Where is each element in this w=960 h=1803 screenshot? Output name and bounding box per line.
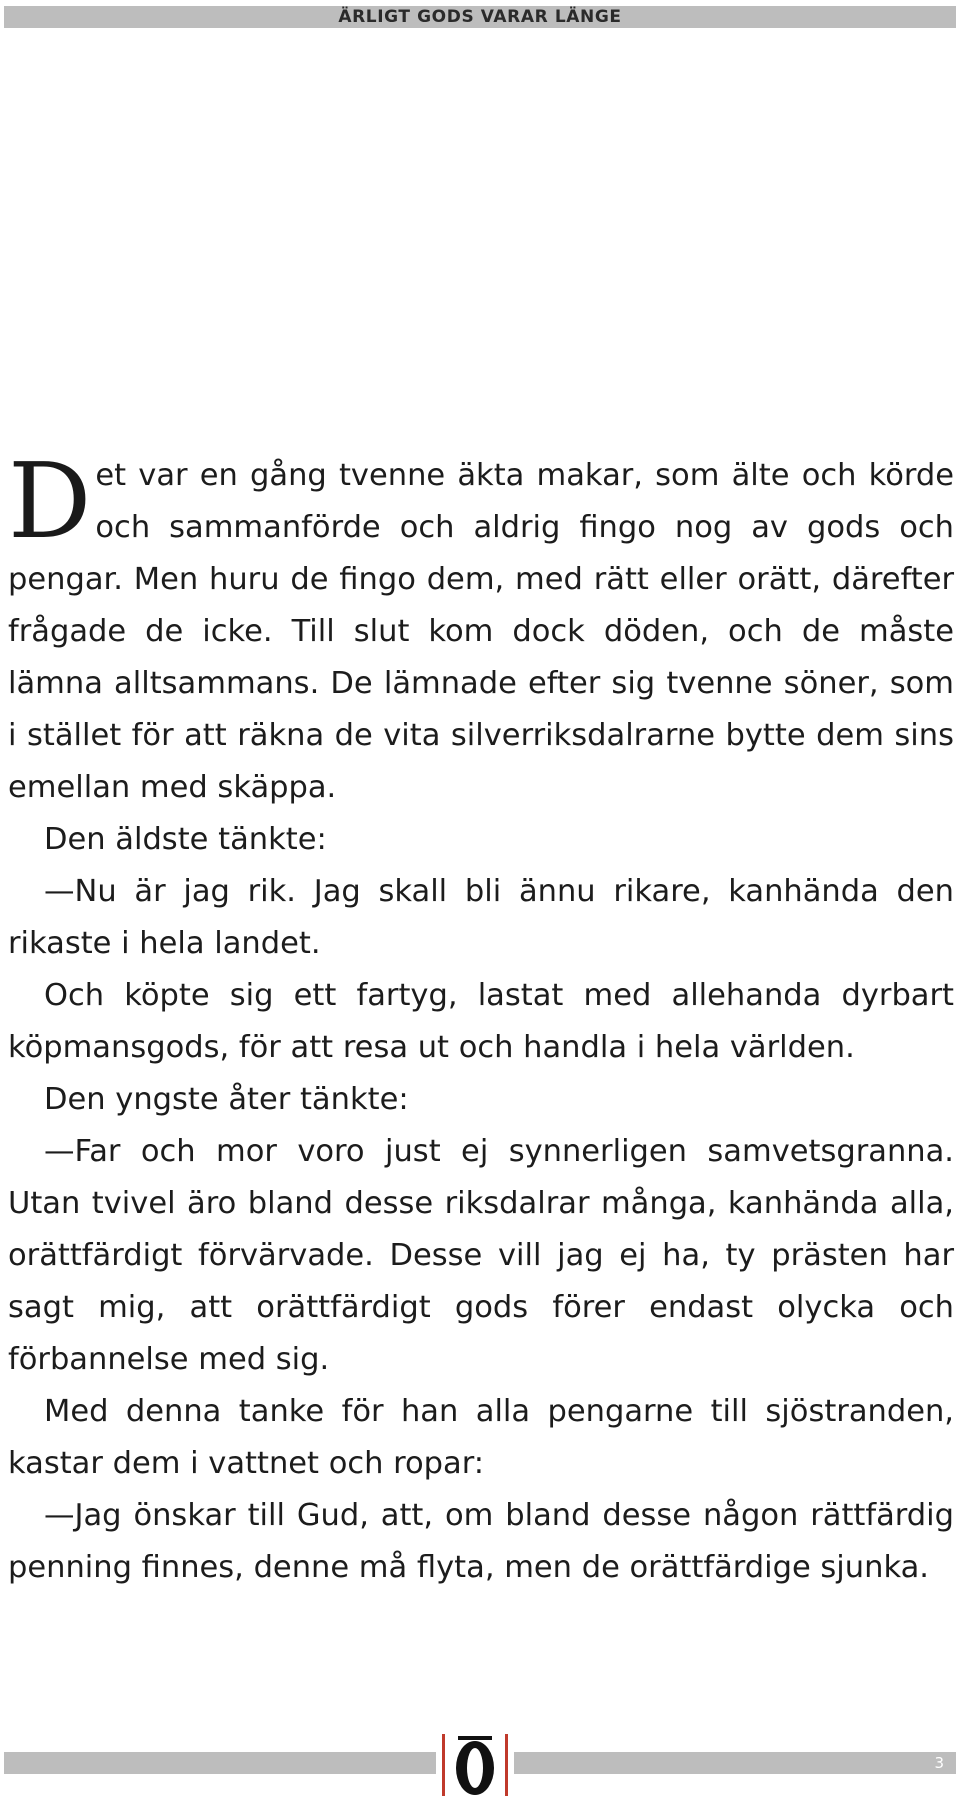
paragraph: Den äldste tänkte: <box>44 822 327 857</box>
paragraph: Den yngste åter tänkte: <box>44 1082 409 1117</box>
running-header-title: ÄRLIGT GODS VARAR LÄNGE <box>338 7 622 27</box>
page-number: 3 <box>934 1754 944 1772</box>
paragraph-opening: Det var en gång tvenne äkta makar, som älte och körde och sammanförde och aldrig fingo nog av gods och pengar. Men huru de fingo dem, med rätt eller orätt, därefter frågade de icke. Till slut kom dock döden, och de måste lämna alltsammans. De lämnade efter sig tvenne söner, som i stället för att räkna de vita silverriksdalrarne bytte dem sins emellan med skäppa. <box>8 440 954 805</box>
paragraph-dialogue: —Far och mor voro just ej synnerligen samvetsgranna. Utan tvivel äro bland desse riksdalrar många, kanhända alla, orättfärdigt förvärvade. Desse vill jag ej ha, ty prästen har sagt mig, att orättfärdigt gods förer endast olycka och förbannelse med sig. <box>8 1134 954 1377</box>
paragraph: Med denna tanke för han alla pengarne till sjöstranden, kastar dem i vattnet och ropar: <box>8 1394 954 1481</box>
paragraph-dialogue: —Jag önskar till Gud, att, om bland desse någon rättfärdig penning finnes, denne må flyta, men de orättfärdige sjunka. <box>8 1498 954 1585</box>
story-text <box>8 440 954 1594</box>
paragraph: Och köpte sig ett fartyg, lastat med allehanda dyrbart köpmansgods, för att resa ut och handla i hela världen. <box>8 978 954 1065</box>
footer-bar-right <box>514 1752 956 1774</box>
publisher-o-logo-icon <box>440 1730 510 1800</box>
footer-bar-left <box>4 1752 436 1774</box>
paragraph-dialogue: —Nu är jag rik. Jag skall bli ännu rikare, kanhända den rikaste i hela landet. <box>8 874 954 961</box>
running-header <box>4 6 956 28</box>
